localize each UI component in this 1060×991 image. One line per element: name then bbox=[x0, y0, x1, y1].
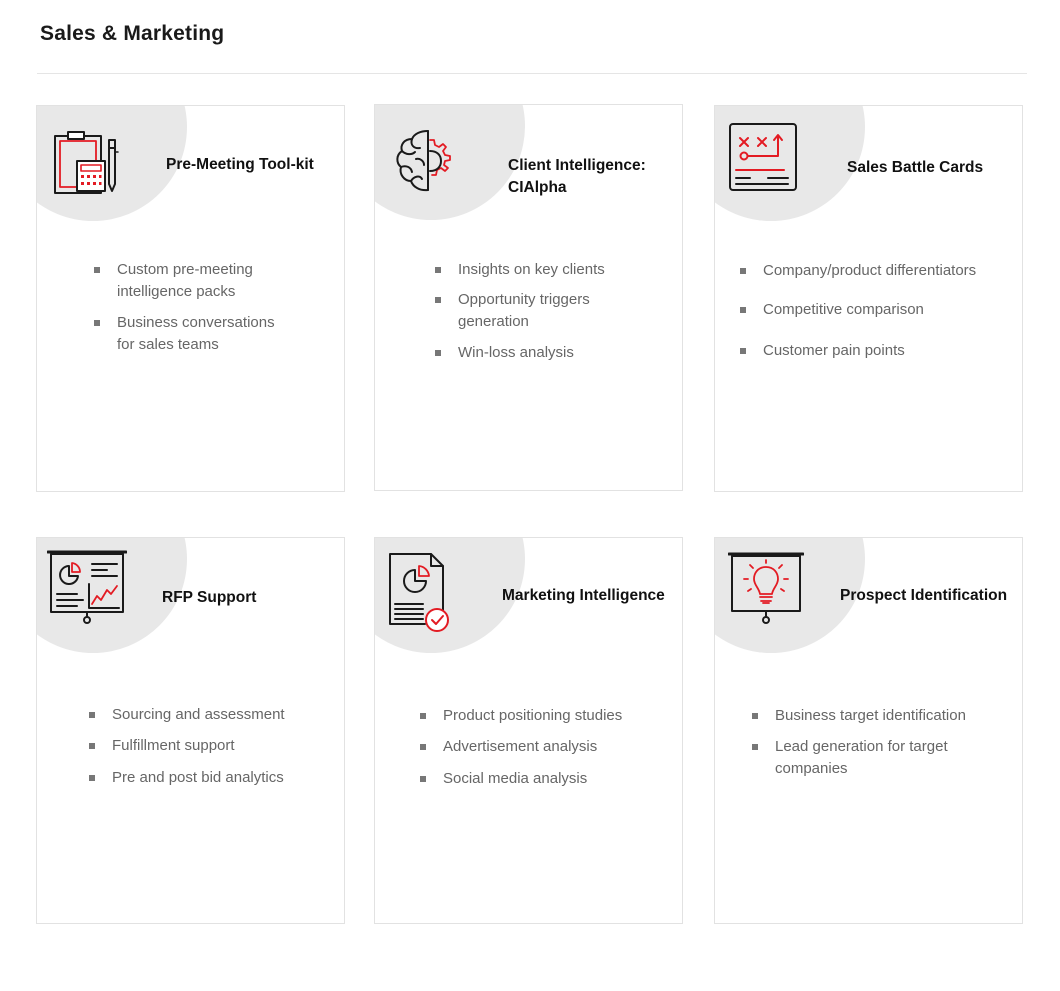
page-title: Sales & Marketing bbox=[40, 22, 225, 45]
report-document-check-icon bbox=[387, 552, 453, 632]
list-item: Business target identification bbox=[752, 705, 1014, 727]
card-bullet-list bbox=[740, 260, 1022, 362]
card-title: Sales Battle Cards bbox=[847, 159, 984, 176]
card-marketing-intelligence[interactable] bbox=[374, 537, 683, 924]
card-sales-battle-cards[interactable] bbox=[714, 105, 1023, 492]
list-item: Lead generation for target companies bbox=[752, 736, 1014, 780]
card-bullet-list bbox=[94, 259, 294, 356]
card-prospect-identification[interactable] bbox=[714, 537, 1023, 924]
list-item: Business conversations for sales teams bbox=[94, 312, 294, 356]
card-title: Prospect Identification bbox=[840, 587, 1008, 604]
list-item: Customer pain points bbox=[740, 340, 1022, 362]
lightbulb-board-icon bbox=[728, 551, 804, 627]
list-item: Advertisement analysis bbox=[420, 736, 670, 758]
card-title: Marketing Intelligence bbox=[502, 587, 665, 604]
card-bullet-list bbox=[420, 705, 670, 790]
card-bullet-list bbox=[435, 259, 645, 364]
card-client-intelligence[interactable] bbox=[374, 104, 683, 491]
card-title: RFP Support bbox=[162, 589, 257, 606]
card-title: Client Intelligence: CIAlpha bbox=[508, 157, 646, 196]
list-item: Custom pre-meeting intelligence packs bbox=[94, 259, 294, 303]
card-bullet-list bbox=[752, 705, 1014, 780]
list-item: Competitive comparison bbox=[740, 299, 1022, 321]
card-bullet-list bbox=[89, 704, 329, 789]
list-item: Insights on key clients bbox=[435, 259, 645, 281]
presentation-board-chart-icon bbox=[47, 550, 127, 628]
list-item: Social media analysis bbox=[420, 768, 670, 790]
clipboard-calculator-pen-icon bbox=[53, 131, 119, 197]
list-item: Fulfillment support bbox=[89, 735, 329, 757]
card-rfp-support[interactable] bbox=[36, 537, 345, 924]
list-item: Win-loss analysis bbox=[435, 342, 645, 364]
list-item: Product positioning studies bbox=[420, 705, 670, 727]
list-item: Opportunity triggers generation bbox=[435, 289, 645, 333]
card-title: Pre-Meeting Tool-kit bbox=[166, 156, 314, 173]
list-item: Sourcing and assessment bbox=[89, 704, 329, 726]
card-pre-meeting-toolkit[interactable] bbox=[36, 105, 345, 492]
list-item: Company/product differentiators bbox=[740, 260, 1022, 282]
strategy-board-icon bbox=[728, 122, 798, 192]
brain-gear-icon bbox=[394, 129, 462, 193]
list-item: Pre and post bid analytics bbox=[89, 767, 329, 789]
title-divider bbox=[37, 73, 1027, 74]
